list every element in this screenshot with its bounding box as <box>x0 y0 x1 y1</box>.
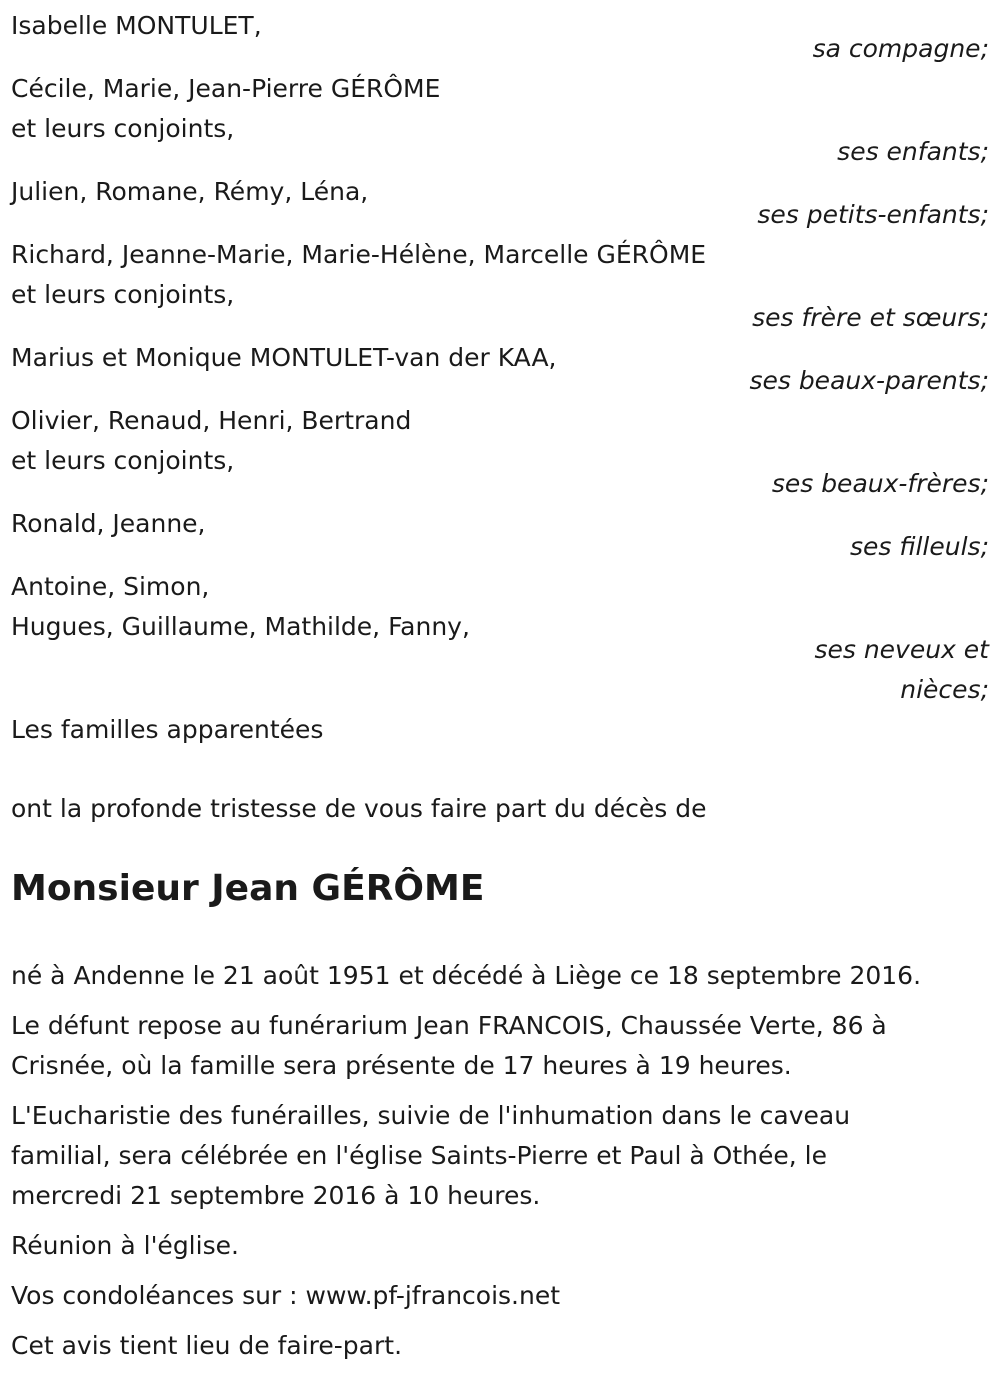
eucharist-line: mercredi 21 septembre 2016 à 10 heures. <box>11 1181 541 1210</box>
family-relation: ses beaux-parents; <box>749 366 989 395</box>
family-names: Richard, Jeanne-Marie, Marie-Hélène, Marcelle GÉRÔME <box>11 240 707 269</box>
family-names: Ronald, Jeanne, <box>11 509 206 538</box>
family-relation: ses beaux-frères; <box>771 469 989 498</box>
family-relation: ses enfants; <box>837 137 989 166</box>
family-names: et leurs conjoints, <box>11 446 235 475</box>
family-names: Cécile, Marie, Jean-Pierre GÉRÔME <box>11 74 441 103</box>
reunion-line: Réunion à l'église. <box>11 1231 239 1260</box>
deceased-name: Monsieur Jean GÉRÔME <box>11 868 485 909</box>
birth-death-line: né à Andenne le 21 août 1951 et décédé à Liège ce 18 septembre 2016. <box>11 961 922 990</box>
eucharist-line: familial, sera célébrée en l'église Saints-Pierre et Paul à Othée, le <box>11 1141 827 1170</box>
family-relation: ses petits-enfants; <box>757 200 989 229</box>
repose-line: Le défunt repose au funérarium Jean FRANCOIS, Chaussée Verte, 86 à <box>11 1011 887 1040</box>
family-names: Olivier, Renaud, Henri, Bertrand <box>11 406 412 435</box>
family-names: Isabelle MONTULET, <box>11 11 262 40</box>
family-relation: ses neveux et <box>814 635 989 664</box>
family-names: et leurs conjoints, <box>11 114 235 143</box>
family-names: Antoine, Simon, <box>11 572 210 601</box>
family-relation: nièces; <box>900 675 989 704</box>
related-families: Les familles apparentées <box>11 715 324 744</box>
family-relation: ses frère et sœurs; <box>752 303 989 332</box>
family-names: et leurs conjoints, <box>11 280 235 309</box>
family-relation: sa compagne; <box>812 34 989 63</box>
announcement-text: ont la profonde tristesse de vous faire part du décès de <box>11 794 707 823</box>
family-names: Julien, Romane, Rémy, Léna, <box>11 177 369 206</box>
eucharist-line: L'Eucharistie des funérailles, suivie de l'inhumation dans le caveau <box>11 1101 851 1130</box>
family-names: Hugues, Guillaume, Mathilde, Fanny, <box>11 612 470 641</box>
closing-line: Cet avis tient lieu de faire-part. <box>11 1331 403 1360</box>
condolences-line: Vos condoléances sur : www.pf-jfrancois.net <box>11 1281 561 1310</box>
family-names: Marius et Monique MONTULET-van der KAA, <box>11 343 557 372</box>
family-relation: ses filleuls; <box>849 532 989 561</box>
repose-line: Crisnée, où la famille sera présente de 17 heures à 19 heures. <box>11 1051 792 1080</box>
